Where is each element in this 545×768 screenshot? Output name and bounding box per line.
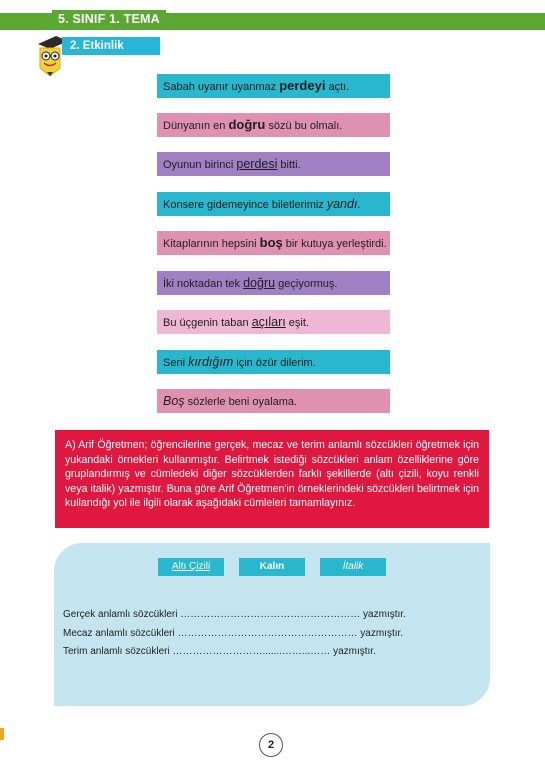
sentence-8: Seni kırdığım için özür dilerim. (157, 350, 390, 374)
keyword-italic: Boş (163, 394, 185, 408)
sentence-9: Boş sözlerle beni oyalama. (157, 389, 390, 413)
sentence-7: Bu üçgenin taban açıları eşit. (157, 310, 390, 334)
sentence-3: Oyunun birinci perdesi bitti. (157, 152, 390, 176)
keyword-underline: perdesi (236, 157, 278, 171)
keyword-italic: kırdığım (188, 355, 234, 369)
activity-label: 2. Etkinlik (62, 37, 160, 55)
header-bar (0, 0, 545, 30)
tag-underline: Altı Çizili (158, 558, 224, 576)
edge-mark (0, 728, 4, 740)
keyword-bold: doğru (228, 117, 266, 132)
sentence-4: Konsere gidemeyince biletlerimiz yandı. (157, 192, 390, 216)
keyword-underline: açıları (251, 315, 286, 329)
sentence-5: Kitaplarının hepsini boş bir kutuya yerleştirdi. (157, 231, 390, 255)
keyword-bold: perdeyi (279, 78, 326, 93)
instruction-box: A) Arif Öğretmen; öğrencilerine gerçek, mecaz ve terim anlamlı sözcükleri öğretmek için yukandaki örnekleri kullanmıştır. Belirtmek istediği sözcükleri anlam özelliklerine göre gruplandırmış ve cümledeki diğer sözcüklerden farklı şekillerde (altı çizili, koyu renkli veya italik) yazmıştır. Buna göre Arif Öğretmen'in örneklerindeki sözcükleri belirtmek için kullandığı yol ile ilgili olarak aşağıdaki cümleleri tamamlayınız. (55, 430, 489, 528)
keyword-bold: boş (259, 235, 283, 250)
theme-title: 5. SINIF 1. TEMA (52, 10, 166, 26)
tag-bold: Kalın (239, 558, 305, 576)
answer-line-real[interactable]: Gerçek anlamlı sözcükleri ……………………………………………… yazmıştır. (63, 609, 406, 620)
sentence-1: Sabah uyanır uyanmaz perdeyi açtı. (157, 74, 390, 98)
keyword-underline: doğru (243, 276, 276, 290)
sentence-2: Dünyanın en doğru sözü bu olmalı. (157, 113, 390, 137)
answer-line-figurative[interactable]: Mecaz anlamlı sözcükleri ……………………………………………… yazmıştır. (63, 628, 404, 639)
page-number: 2 (259, 733, 283, 757)
keyword-italic: yandı. (326, 197, 361, 211)
answer-line-term[interactable]: Terim anlamlı sözcükleri ……………………….......……...…… yazmıştır. (63, 646, 376, 657)
tag-italic: İtalik (320, 558, 386, 576)
sentence-6: İki noktadan tek doğru geçiyormuş. (157, 271, 390, 295)
